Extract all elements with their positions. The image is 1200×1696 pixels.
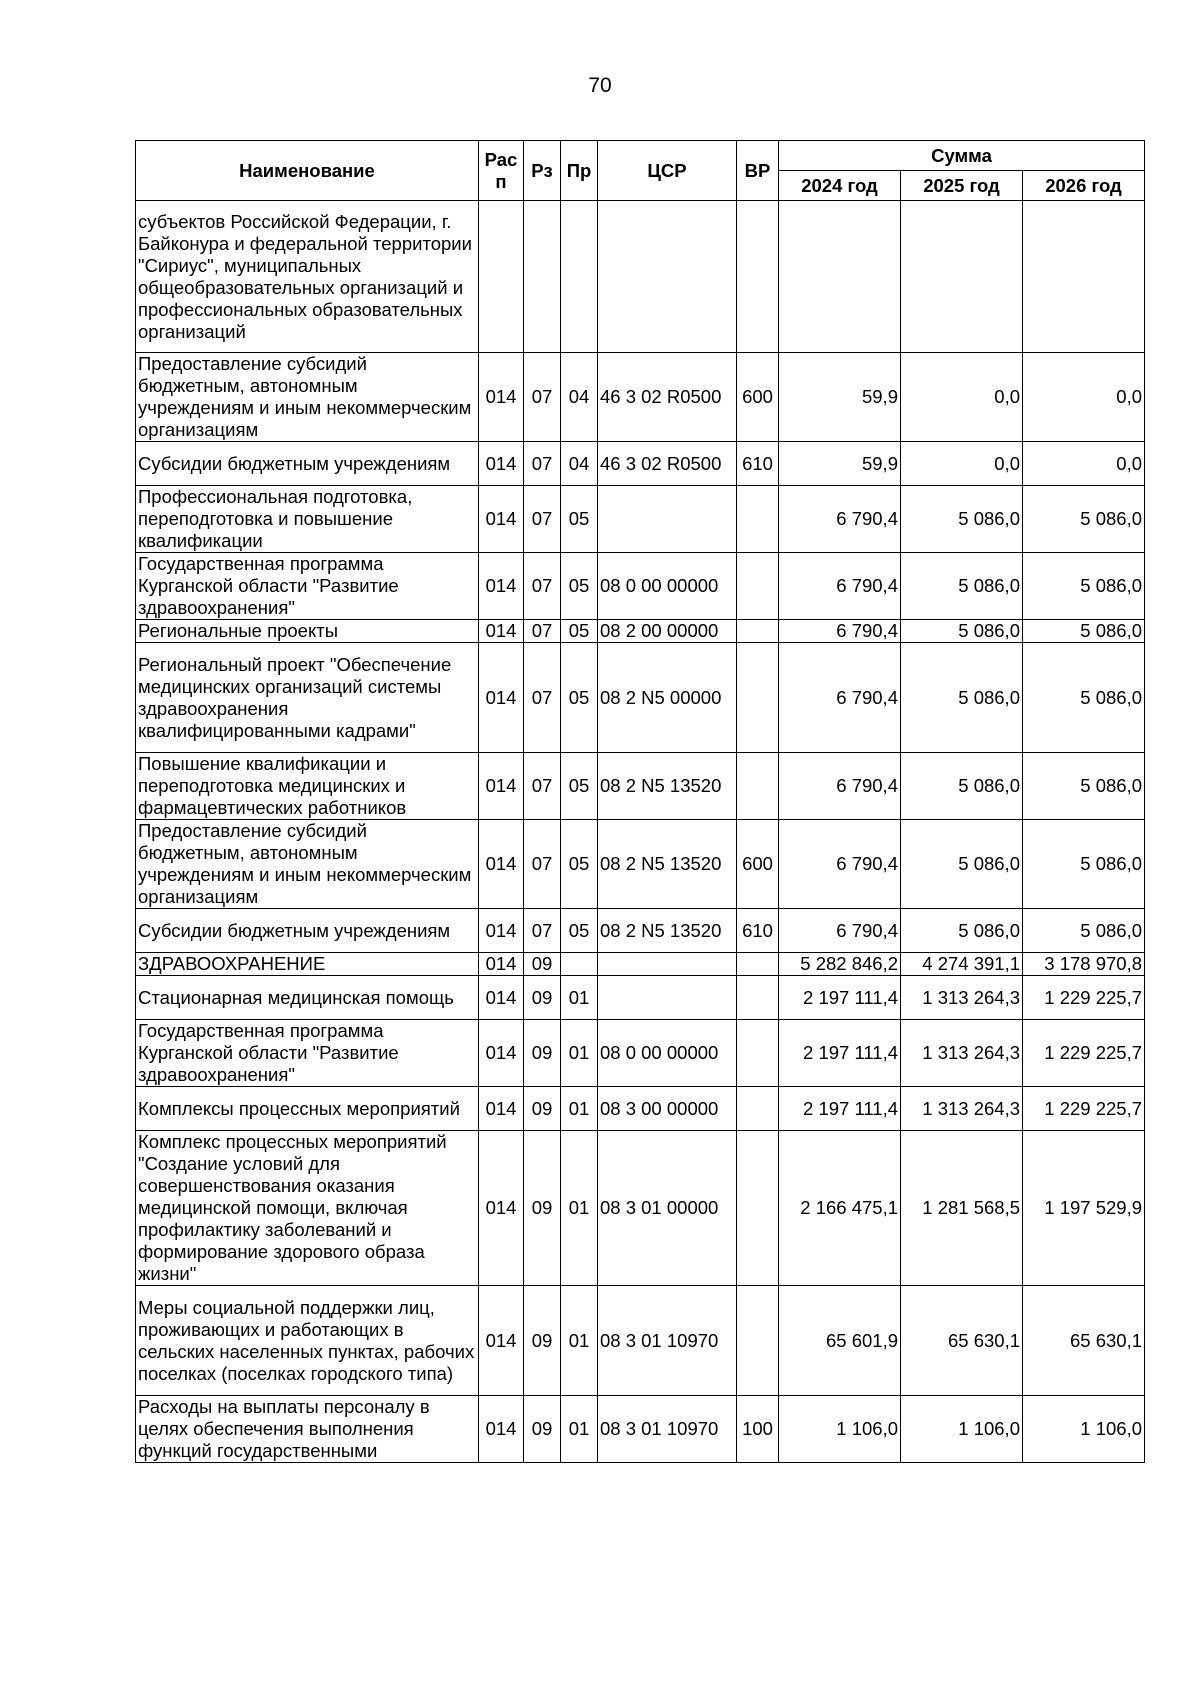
cell-rz: 07: [524, 909, 561, 953]
budget-table: [135, 140, 1145, 1463]
header-rasp: Рас п: [479, 141, 524, 201]
cell-2024: 5 282 846,2: [779, 953, 901, 976]
cell-2026: 1 229 225,7: [1023, 976, 1145, 1020]
cell-rz: 09: [524, 953, 561, 976]
cell-2025: 65 630,1: [901, 1286, 1023, 1396]
cell-pr: 04: [561, 353, 598, 442]
header-csr: ЦСР: [598, 141, 737, 201]
table-row: [136, 620, 1145, 643]
cell-rasp: 014: [479, 553, 524, 620]
cell-rz: 09: [524, 976, 561, 1020]
cell-pr: 05: [561, 620, 598, 643]
cell-name: Стационарная медицинская помощь: [136, 976, 479, 1020]
cell-name: Профессиональная подготовка, переподготовка и повышение квалификации: [136, 486, 479, 553]
cell-2025: 1 106,0: [901, 1396, 1023, 1463]
cell-2025: 5 086,0: [901, 820, 1023, 909]
cell-2024: [779, 201, 901, 353]
cell-2025: 5 086,0: [901, 553, 1023, 620]
cell-pr: 04: [561, 442, 598, 486]
cell-vr: [737, 553, 779, 620]
cell-2025: 4 274 391,1: [901, 953, 1023, 976]
cell-2024: 2 197 111,4: [779, 1020, 901, 1087]
cell-rasp: 014: [479, 643, 524, 753]
cell-vr: [737, 620, 779, 643]
cell-2026: 5 086,0: [1023, 909, 1145, 953]
cell-rz: 07: [524, 643, 561, 753]
cell-2025: 1 313 264,3: [901, 1020, 1023, 1087]
cell-2025: 1 281 568,5: [901, 1131, 1023, 1286]
cell-pr: 01: [561, 1286, 598, 1396]
cell-vr: 600: [737, 353, 779, 442]
cell-name: Предоставление субсидий бюджетным, автономным учреждениям и иным некоммерческим организациям: [136, 820, 479, 909]
cell-name: Меры социальной поддержки лиц, проживающих и работающих в сельских населенных пунктах, рабочих поселках (поселках городского типа): [136, 1286, 479, 1396]
cell-2026: [1023, 201, 1145, 353]
cell-2026: 3 178 970,8: [1023, 953, 1145, 976]
cell-vr: [737, 976, 779, 1020]
cell-pr: 05: [561, 486, 598, 553]
cell-2024: 6 790,4: [779, 820, 901, 909]
page-number: 70: [588, 74, 612, 97]
cell-2024: 59,9: [779, 442, 901, 486]
cell-csr: 08 0 00 00000: [598, 1020, 737, 1087]
cell-rz: 07: [524, 553, 561, 620]
cell-2024: 2 197 111,4: [779, 1087, 901, 1131]
cell-vr: 610: [737, 442, 779, 486]
cell-vr: [737, 753, 779, 820]
table-row: [136, 1396, 1145, 1463]
table-row: [136, 1131, 1145, 1286]
table-row: [136, 643, 1145, 753]
cell-rasp: 014: [479, 909, 524, 953]
table-row: [136, 201, 1145, 353]
header-summa: Сумма: [779, 141, 1145, 171]
cell-rasp: 014: [479, 1131, 524, 1286]
cell-2024: 2 166 475,1: [779, 1131, 901, 1286]
cell-name: Расходы на выплаты персоналу в целях обеспечения выполнения функций государственными: [136, 1396, 479, 1463]
cell-csr: 08 2 N5 13520: [598, 753, 737, 820]
cell-pr: 01: [561, 1131, 598, 1286]
cell-rz: 07: [524, 486, 561, 553]
cell-2026: 5 086,0: [1023, 553, 1145, 620]
cell-rz: 09: [524, 1131, 561, 1286]
cell-pr: 05: [561, 753, 598, 820]
cell-pr: 05: [561, 643, 598, 753]
header-rz: Рз: [524, 141, 561, 201]
header-year-2025: 2025 год: [901, 171, 1023, 201]
table-row: [136, 1286, 1145, 1396]
cell-2024: 2 197 111,4: [779, 976, 901, 1020]
cell-2026: 0,0: [1023, 353, 1145, 442]
cell-rz: 09: [524, 1087, 561, 1131]
cell-rz: 09: [524, 1020, 561, 1087]
cell-2024: 6 790,4: [779, 909, 901, 953]
cell-vr: [737, 201, 779, 353]
cell-csr: [598, 486, 737, 553]
cell-pr: 01: [561, 1020, 598, 1087]
cell-2026: 1 197 529,9: [1023, 1131, 1145, 1286]
cell-2024: 59,9: [779, 353, 901, 442]
cell-name: Повышение квалификации и переподготовка медицинских и фармацевтических работников: [136, 753, 479, 820]
cell-vr: [737, 1020, 779, 1087]
cell-2026: 5 086,0: [1023, 486, 1145, 553]
cell-pr: 05: [561, 909, 598, 953]
cell-pr: 01: [561, 976, 598, 1020]
cell-name: ЗДРАВООХРАНЕНИЕ: [136, 953, 479, 976]
cell-name: Комплексы процессных мероприятий: [136, 1087, 479, 1131]
cell-name: Государственная программа Курганской области "Развитие здравоохранения": [136, 553, 479, 620]
table-row: [136, 753, 1145, 820]
cell-rz: 07: [524, 753, 561, 820]
cell-2026: 5 086,0: [1023, 753, 1145, 820]
header-year-2026: 2026 год: [1023, 171, 1145, 201]
cell-csr: 08 3 01 00000: [598, 1131, 737, 1286]
cell-2024: 65 601,9: [779, 1286, 901, 1396]
cell-rasp: 014: [479, 1020, 524, 1087]
cell-csr: 08 2 N5 13520: [598, 820, 737, 909]
cell-2025: 5 086,0: [901, 620, 1023, 643]
cell-2025: 0,0: [901, 353, 1023, 442]
cell-pr: 05: [561, 553, 598, 620]
cell-pr: 05: [561, 820, 598, 909]
header-pr: Пр: [561, 141, 598, 201]
table-row: [136, 553, 1145, 620]
cell-rz: 09: [524, 1286, 561, 1396]
cell-2025: 1 313 264,3: [901, 976, 1023, 1020]
cell-rasp: [479, 201, 524, 353]
table-row: [136, 953, 1145, 976]
header-year-2024: 2024 год: [779, 171, 901, 201]
cell-rasp: 014: [479, 486, 524, 553]
cell-2025: 5 086,0: [901, 486, 1023, 553]
cell-2024: 1 106,0: [779, 1396, 901, 1463]
table-row: [136, 820, 1145, 909]
cell-pr: 01: [561, 1087, 598, 1131]
cell-rz: 07: [524, 620, 561, 643]
cell-2025: [901, 201, 1023, 353]
cell-vr: [737, 1087, 779, 1131]
table-row: [136, 486, 1145, 553]
table-row: [136, 976, 1145, 1020]
cell-2024: 6 790,4: [779, 620, 901, 643]
cell-2026: 1 106,0: [1023, 1396, 1145, 1463]
cell-pr: [561, 953, 598, 976]
cell-rz: 07: [524, 442, 561, 486]
cell-pr: 01: [561, 1396, 598, 1463]
cell-vr: 610: [737, 909, 779, 953]
cell-2024: 6 790,4: [779, 486, 901, 553]
cell-name: Субсидии бюджетным учреждениям: [136, 909, 479, 953]
cell-name: Комплекс процессных мероприятий "Создание условий для совершенствования оказания медицинской помощи, включая профилактику заболеваний и формирование здорового образа жизни": [136, 1131, 479, 1286]
cell-rasp: 014: [479, 1286, 524, 1396]
cell-2025: 5 086,0: [901, 909, 1023, 953]
cell-rasp: 014: [479, 1396, 524, 1463]
cell-2024: 6 790,4: [779, 553, 901, 620]
cell-vr: [737, 486, 779, 553]
cell-name: Региональный проект "Обеспечение медицинских организаций системы здравоохранения квалифицированными кадрами": [136, 643, 479, 753]
cell-name: Государственная программа Курганской области "Развитие здравоохранения": [136, 1020, 479, 1087]
cell-rasp: 014: [479, 953, 524, 976]
cell-2026: 65 630,1: [1023, 1286, 1145, 1396]
cell-csr: 08 3 00 00000: [598, 1087, 737, 1131]
table-row: [136, 353, 1145, 442]
cell-vr: [737, 643, 779, 753]
cell-rasp: 014: [479, 353, 524, 442]
cell-rz: [524, 201, 561, 353]
cell-name: Субсидии бюджетным учреждениям: [136, 442, 479, 486]
cell-csr: [598, 953, 737, 976]
cell-2026: 5 086,0: [1023, 820, 1145, 909]
cell-rasp: 014: [479, 820, 524, 909]
cell-name: Региональные проекты: [136, 620, 479, 643]
cell-csr: 08 2 N5 13520: [598, 909, 737, 953]
cell-2026: 1 229 225,7: [1023, 1020, 1145, 1087]
cell-rasp: 014: [479, 620, 524, 643]
cell-csr: [598, 201, 737, 353]
cell-rasp: 014: [479, 1087, 524, 1131]
table-row: [136, 1087, 1145, 1131]
cell-csr: 08 0 00 00000: [598, 553, 737, 620]
cell-rasp: 014: [479, 753, 524, 820]
cell-vr: 100: [737, 1396, 779, 1463]
cell-csr: 08 2 00 00000: [598, 620, 737, 643]
cell-csr: 46 3 02 R0500: [598, 353, 737, 442]
cell-rz: 07: [524, 353, 561, 442]
cell-vr: 600: [737, 820, 779, 909]
cell-rz: 07: [524, 820, 561, 909]
cell-rasp: 014: [479, 442, 524, 486]
cell-rz: 09: [524, 1396, 561, 1463]
cell-2026: 1 229 225,7: [1023, 1087, 1145, 1131]
table-row: [136, 442, 1145, 486]
cell-name: Предоставление субсидий бюджетным, автономным учреждениям и иным некоммерческим организациям: [136, 353, 479, 442]
cell-2024: 6 790,4: [779, 643, 901, 753]
cell-2025: 0,0: [901, 442, 1023, 486]
cell-2026: 5 086,0: [1023, 620, 1145, 643]
table-header: [136, 141, 1145, 201]
cell-vr: [737, 1131, 779, 1286]
cell-csr: 08 3 01 10970: [598, 1286, 737, 1396]
cell-name: субъектов Российской Федерации, г. Байконура и федеральной территории "Сириус", муниципальных общеобразовательных организаций и профессиональных образовательных организаций: [136, 201, 479, 353]
cell-2026: 5 086,0: [1023, 643, 1145, 753]
cell-pr: [561, 201, 598, 353]
cell-rasp: 014: [479, 976, 524, 1020]
cell-csr: [598, 976, 737, 1020]
header-name: Наименование: [136, 141, 479, 201]
table-row: [136, 909, 1145, 953]
cell-csr: 08 3 01 10970: [598, 1396, 737, 1463]
cell-vr: [737, 953, 779, 976]
header-vr: ВР: [737, 141, 779, 201]
cell-2025: 5 086,0: [901, 643, 1023, 753]
cell-csr: 46 3 02 R0500: [598, 442, 737, 486]
cell-vr: [737, 1286, 779, 1396]
table-row: [136, 1020, 1145, 1087]
cell-2025: 5 086,0: [901, 753, 1023, 820]
cell-csr: 08 2 N5 00000: [598, 643, 737, 753]
cell-2025: 1 313 264,3: [901, 1087, 1023, 1131]
cell-2026: 0,0: [1023, 442, 1145, 486]
cell-2024: 6 790,4: [779, 753, 901, 820]
table-body: [136, 201, 1145, 1463]
